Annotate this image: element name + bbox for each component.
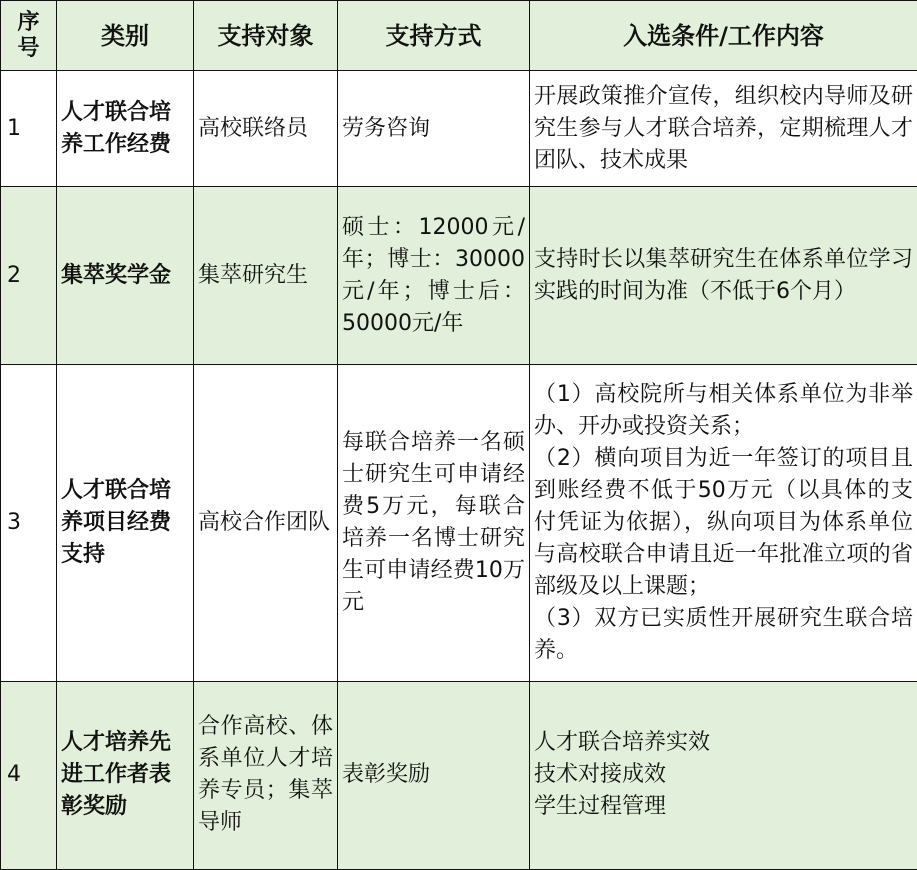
row-method: 硕士：12000元/年；博士：30000元/年；博士后：50000元/年 (338, 187, 530, 365)
table-row (1, 365, 917, 681)
condition-line: 人才联合培养实效 (534, 730, 711, 756)
condition-line: 开展政策推介宣传，组织校内导师及研究生参与人才联合培养，定期梳理人才团队、技术成果 (534, 83, 913, 173)
row-no: 2 (1, 187, 57, 365)
header-method: 支持方式 (338, 1, 530, 71)
row-no: 3 (1, 365, 57, 681)
row-target: 集萃研究生 (194, 187, 338, 365)
row-category: 人才联合培养工作经费 (57, 71, 194, 187)
row-category: 人才联合培养项目经费支持 (57, 365, 194, 681)
row-conditions (530, 365, 917, 681)
condition-line: （2）横向项目为近一年签订的项目且到账经费不低于50万元（以具体的支付凭证为依据），纵向项目为体系单位与高校联合申请且近一年批准立项的省部级及以上课题； (534, 446, 913, 600)
header-conditions: 入选条件/工作内容 (530, 1, 917, 71)
table-row (1, 71, 917, 187)
row-method: 每联合培养一名硕士研究生可申请经费5万元，每联合培养一名博士研究生可申请经费10万元 (338, 365, 530, 681)
table-row (1, 681, 917, 869)
condition-line: 支持时长以集萃研究生在体系单位学习实践的时间为准（不低于6个月） (534, 246, 913, 304)
row-conditions (530, 681, 917, 869)
row-no: 1 (1, 71, 57, 187)
row-no: 4 (1, 681, 57, 869)
condition-line: 技术对接成效 (534, 762, 667, 788)
header-no: 序号 (1, 1, 57, 71)
row-conditions (530, 187, 917, 365)
table-row (1, 187, 917, 365)
header-category: 类别 (57, 1, 194, 71)
header-target: 支持对象 (194, 1, 338, 71)
row-target: 高校联络员 (194, 71, 338, 187)
condition-line: 学生过程管理 (534, 794, 667, 820)
header-row (1, 1, 917, 71)
row-target: 高校合作团队 (194, 365, 338, 681)
row-category: 集萃奖学金 (57, 187, 194, 365)
condition-line: （3）双方已实质性开展研究生联合培养。 (534, 606, 913, 664)
row-method: 劳务咨询 (338, 71, 530, 187)
row-conditions (530, 71, 917, 187)
row-method: 表彰奖励 (338, 681, 530, 869)
row-category: 人才培养先进工作者表彰奖励 (57, 681, 194, 869)
row-target: 合作高校、体系单位人才培养专员；集萃导师 (194, 681, 338, 869)
condition-line: （1）高校院所与相关体系单位为非举办、开办或投资关系； (534, 382, 913, 440)
